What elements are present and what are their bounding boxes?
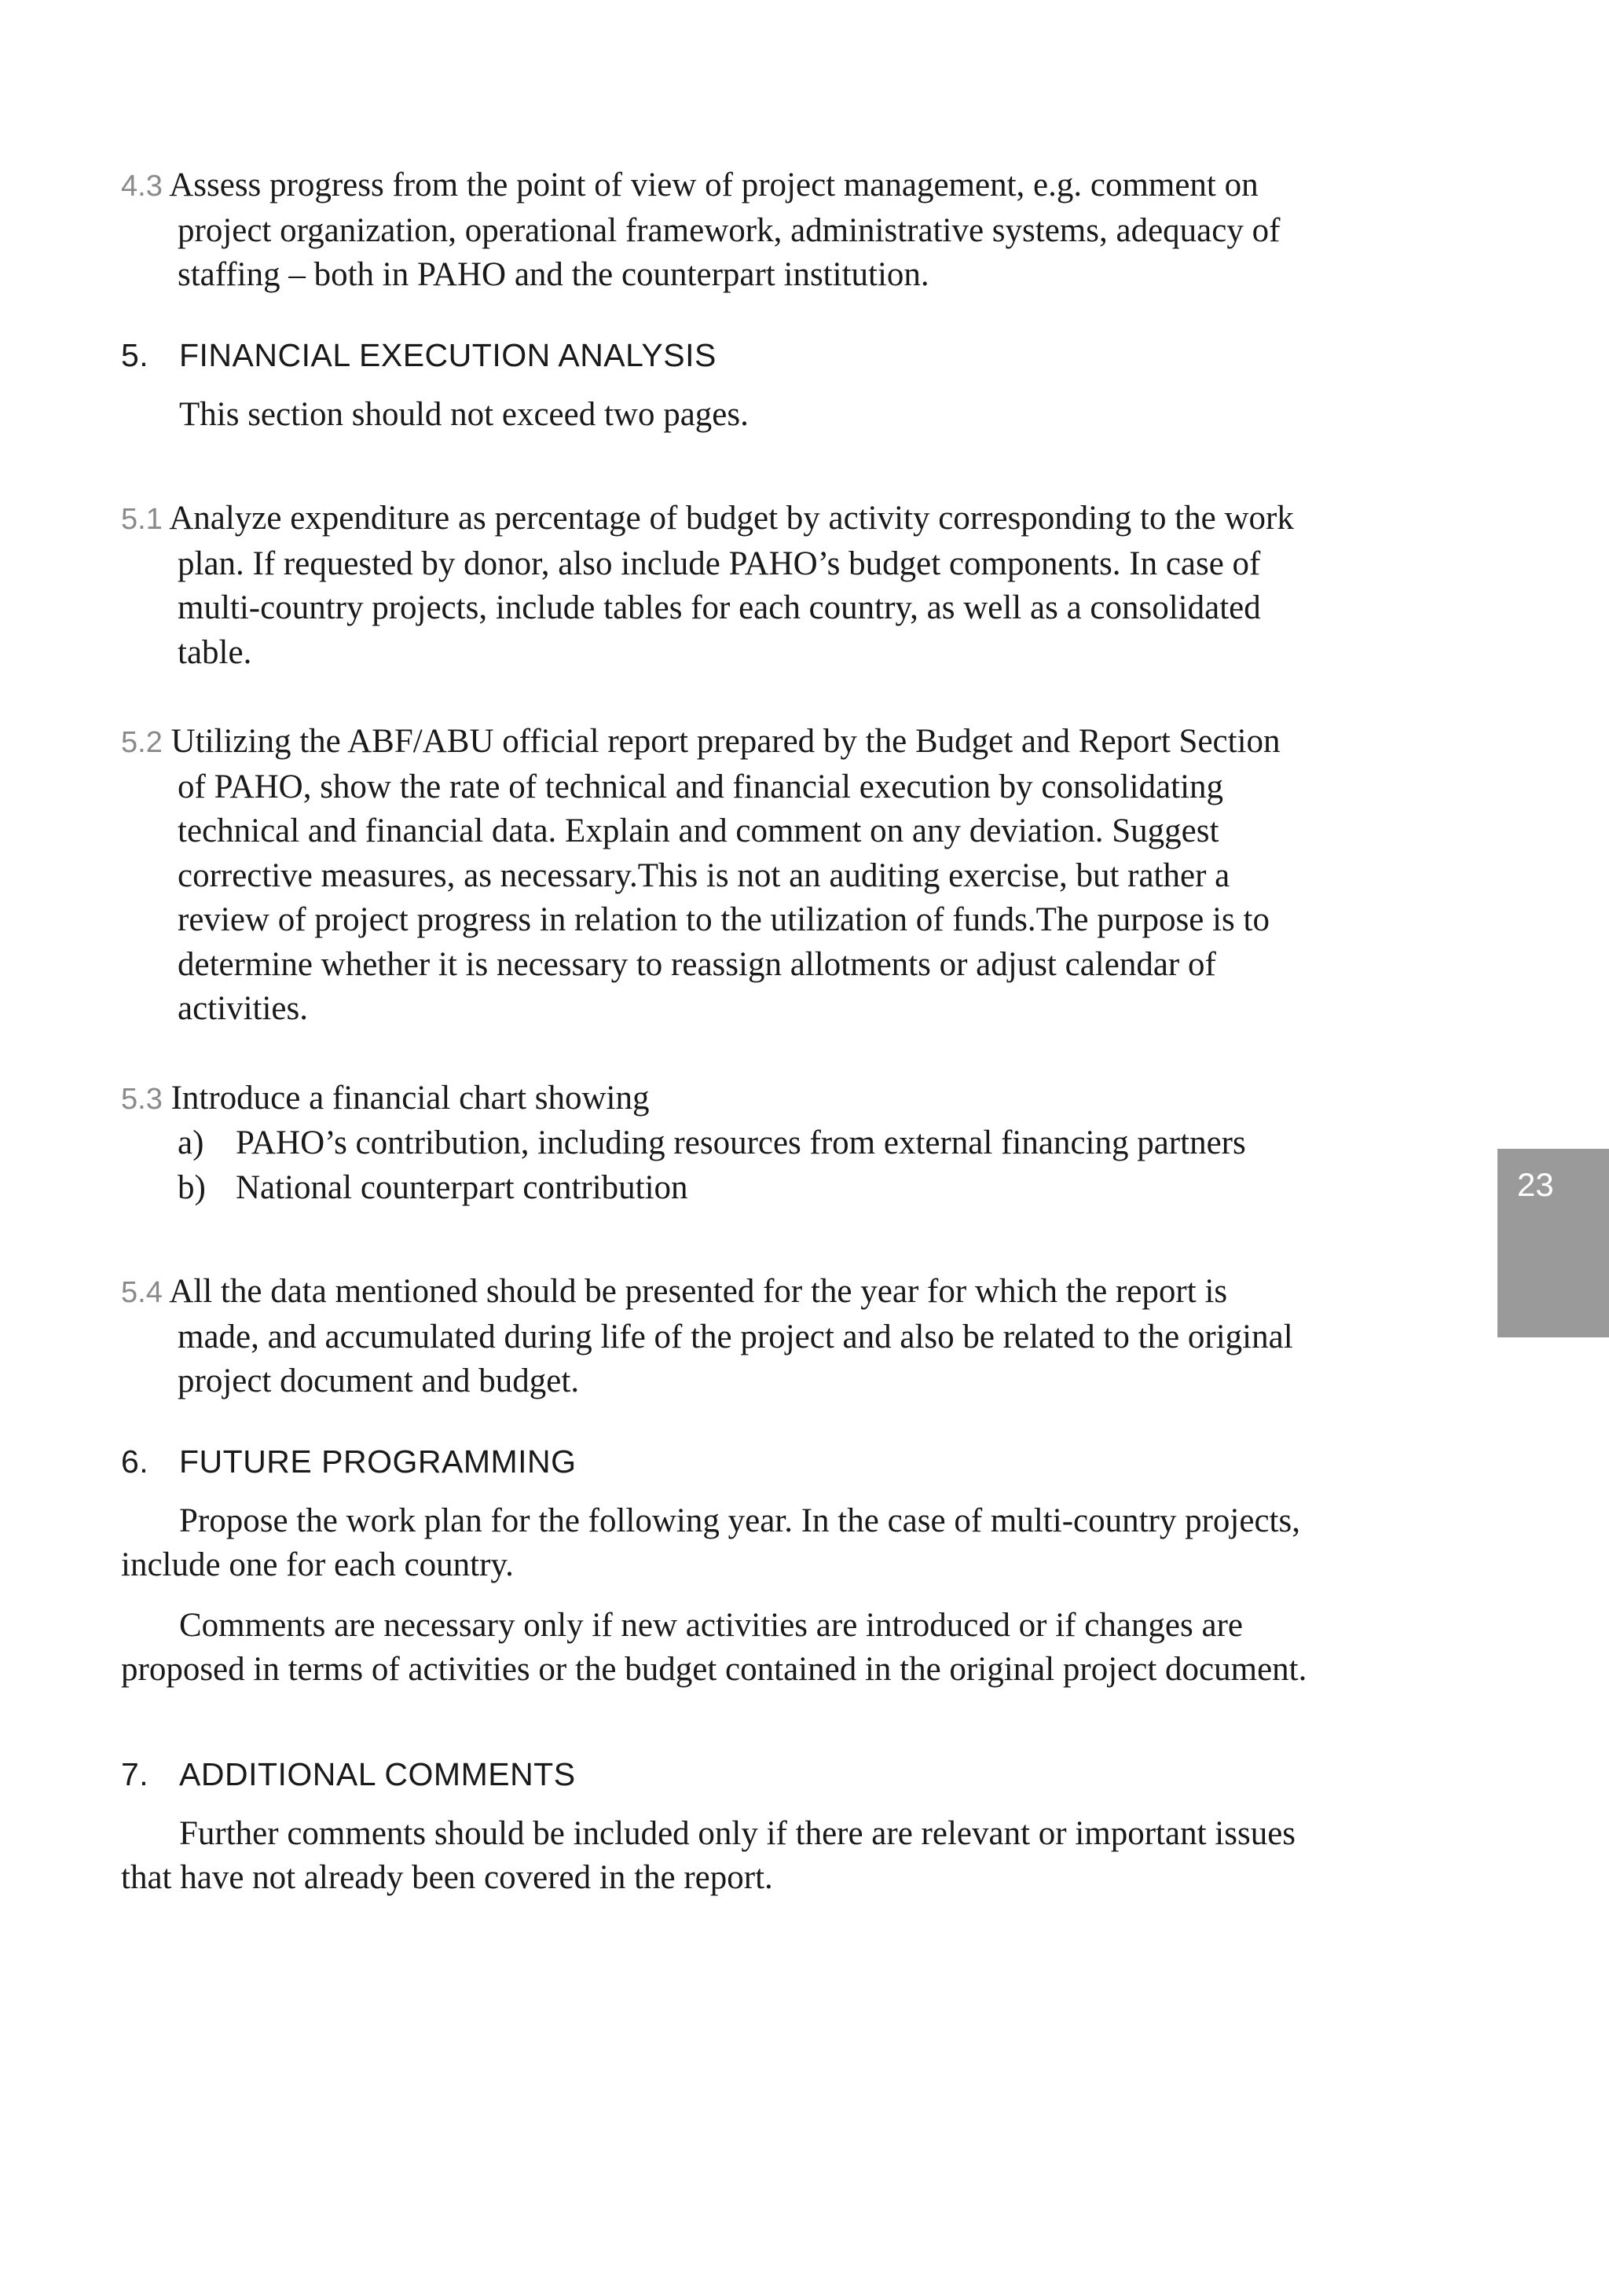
heading-number: 7. xyxy=(121,1755,149,1792)
section-5-heading xyxy=(121,333,1315,377)
list-item-text: National counterpart contribution xyxy=(236,1168,688,1206)
page-content xyxy=(121,163,1315,1901)
list-item xyxy=(178,1121,1315,1166)
list-item-label: b) xyxy=(178,1168,206,1206)
section-text: Introduce a financial chart showing xyxy=(170,1079,650,1117)
section-text: All the data mentioned should be presented for the year for which the report is made, and accumulated during life of the project and also be related to the original project document and budget. xyxy=(169,1273,1293,1399)
section-text: Assess progress from the point of view of project management, e.g. comment on project organization, operational framework, administrative systems, adequacy of staffing – both in PAHO and the counterpart institution. xyxy=(169,167,1281,293)
section-5-1 xyxy=(121,497,1315,675)
section-4-3 xyxy=(121,163,1315,298)
section-number: 5.1 xyxy=(121,503,163,536)
section-text: Analyze expenditure as percentage of budget by activity corresponding to the work plan. If requested by donor, also include PAHO’s budget components. In case of multi-country projects, include tables for each country, as well as a consolidated table. xyxy=(169,500,1294,671)
page-number: 23 xyxy=(1517,1166,1554,1203)
heading-title: ADDITIONAL COMMENTS xyxy=(179,1755,576,1792)
section-number: 5.2 xyxy=(121,726,163,759)
heading-number: 5. xyxy=(121,336,149,373)
list-item-label: a) xyxy=(178,1124,204,1161)
section-5-intro: This section should not exceed two pages. xyxy=(179,395,749,433)
list-item xyxy=(178,1166,1315,1211)
financial-chart-list xyxy=(121,1121,1315,1210)
section-number: 5.3 xyxy=(121,1082,163,1116)
section-6-heading xyxy=(121,1440,1315,1484)
heading-title: FINANCIAL EXECUTION ANALYSIS xyxy=(179,336,717,373)
section-number: 5.4 xyxy=(121,1276,163,1309)
section-5-4 xyxy=(121,1270,1315,1404)
heading-number: 6. xyxy=(121,1443,149,1480)
page-number-tab xyxy=(1497,1149,1609,1337)
section-text: Utilizing the ABF/ABU official report prepared by the Budget and Report Section of PAHO, show the rate of technical and financial execution by consolidating technical and financial data. Explain and comment on any deviation. Suggest corrective measures, as necessary.This is not an auditing exercise, but rather a review of project progress in relation to the utilization of funds.The purpose is to determine whether it is necessary to reassign allotments or adjust calendar of activities. xyxy=(170,723,1281,1027)
section-6-paragraph-2: Comments are necessary only if new activities are introduced or if changes are proposed in terms of activities or the budget contained in the original project document. xyxy=(121,1606,1307,1688)
section-7-paragraph-1: Further comments should be included only if there are relevant or important issues that have not already been covered in the report. xyxy=(121,1814,1296,1896)
section-6-paragraph-1: Propose the work plan for the following year. In the case of multi-country projects, include one for each country. xyxy=(121,1502,1300,1583)
section-number: 4.3 xyxy=(121,170,163,203)
heading-title: FUTURE PROGRAMMING xyxy=(179,1443,577,1480)
section-7-heading xyxy=(121,1752,1315,1796)
list-item-text: PAHO’s contribution, including resources from external financing partners xyxy=(236,1124,1246,1161)
section-5-3 xyxy=(121,1076,1315,1211)
section-5-2 xyxy=(121,720,1315,1032)
